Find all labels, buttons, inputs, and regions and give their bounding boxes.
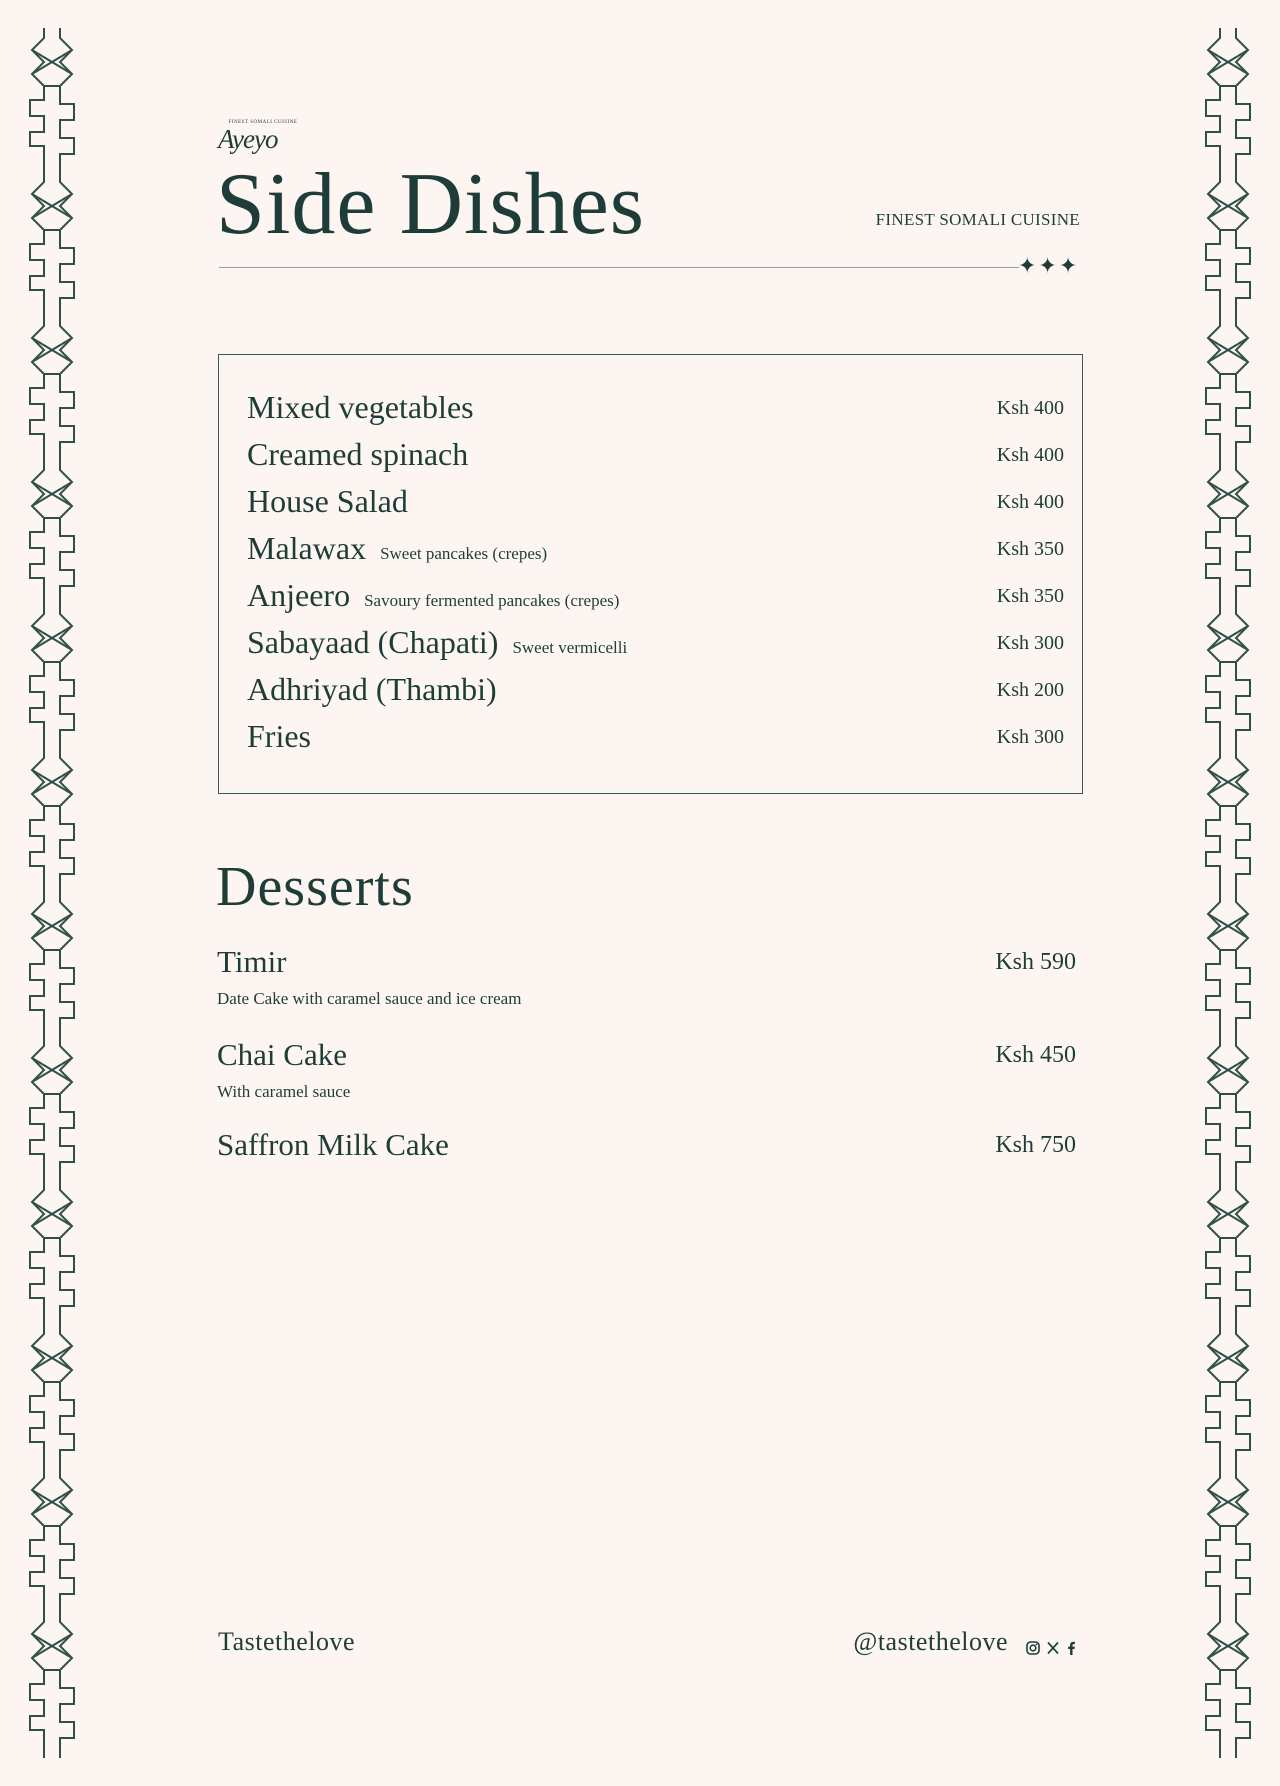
desserts-heading: Desserts xyxy=(216,856,414,918)
menu-item xyxy=(247,481,1064,521)
item-price: Ksh 400 xyxy=(996,444,1064,466)
menu-item xyxy=(247,669,1064,709)
item-name: Chai Cake xyxy=(217,1037,347,1072)
facebook-icon[interactable] xyxy=(1063,1640,1079,1656)
item-price: Ksh 450 xyxy=(995,1042,1076,1068)
menu-item xyxy=(247,387,1064,427)
item-name: Creamed spinach xyxy=(247,436,469,472)
menu-item xyxy=(247,575,1064,615)
left-border-pattern xyxy=(26,28,78,1758)
item-description: Sweet pancakes (crepes) xyxy=(380,544,548,563)
logo-wordmark: Ayeyo xyxy=(218,124,278,154)
item-price: Ksh 300 xyxy=(996,726,1064,748)
item-name: Saffron Milk Cake xyxy=(217,1127,449,1162)
item-price: Ksh 400 xyxy=(996,491,1064,513)
item-description: Savoury fermented pancakes (crepes) xyxy=(364,591,620,610)
footer-slogan: Tastethelove xyxy=(218,1627,356,1656)
right-border-pattern xyxy=(1202,28,1254,1758)
item-description: Date Cake with caramel sauce and ice cream xyxy=(217,989,522,1008)
item-name: Adhriyad (Thambi) xyxy=(247,671,497,707)
star-ornament-icon: ✦✦✦ xyxy=(1018,254,1080,279)
item-price: Ksh 590 xyxy=(995,949,1076,975)
social-handle[interactable]: @tastethelove xyxy=(853,1627,1008,1656)
item-price: Ksh 300 xyxy=(996,632,1064,654)
brand-logo xyxy=(218,120,308,156)
logo-tagline: FINEST SOMALI CUISINE xyxy=(228,120,298,125)
item-name: Fries xyxy=(247,718,311,754)
item-name: Mixed vegetables xyxy=(247,389,474,425)
item-name: Malawax Sweet pancakes (crepes) xyxy=(247,530,548,566)
instagram-icon[interactable] xyxy=(1025,1640,1041,1656)
side-dishes-panel xyxy=(218,354,1083,794)
menu-item xyxy=(247,528,1064,568)
item-price: Ksh 400 xyxy=(996,397,1064,419)
menu-item xyxy=(247,434,1064,474)
item-name: Sabayaad (Chapati) Sweet vermicelli xyxy=(247,624,628,660)
header-subtitle: FINEST SOMALI CUISINE xyxy=(875,210,1080,229)
menu-item xyxy=(247,716,1064,756)
item-description: Sweet vermicelli xyxy=(512,638,628,657)
x-icon[interactable] xyxy=(1045,1640,1061,1656)
item-name: House Salad xyxy=(247,483,408,519)
item-price: Ksh 750 xyxy=(995,1132,1076,1158)
menu-item xyxy=(247,622,1064,662)
item-name: Timir xyxy=(217,944,287,979)
item-price: Ksh 350 xyxy=(996,538,1064,560)
item-price: Ksh 200 xyxy=(996,679,1064,701)
item-description: With caramel sauce xyxy=(217,1082,351,1101)
header-divider xyxy=(219,267,1019,268)
page-title: Side Dishes xyxy=(216,156,645,253)
item-price: Ksh 350 xyxy=(996,585,1064,607)
item-name: Anjeero Savoury fermented pancakes (crepes) xyxy=(247,577,620,613)
